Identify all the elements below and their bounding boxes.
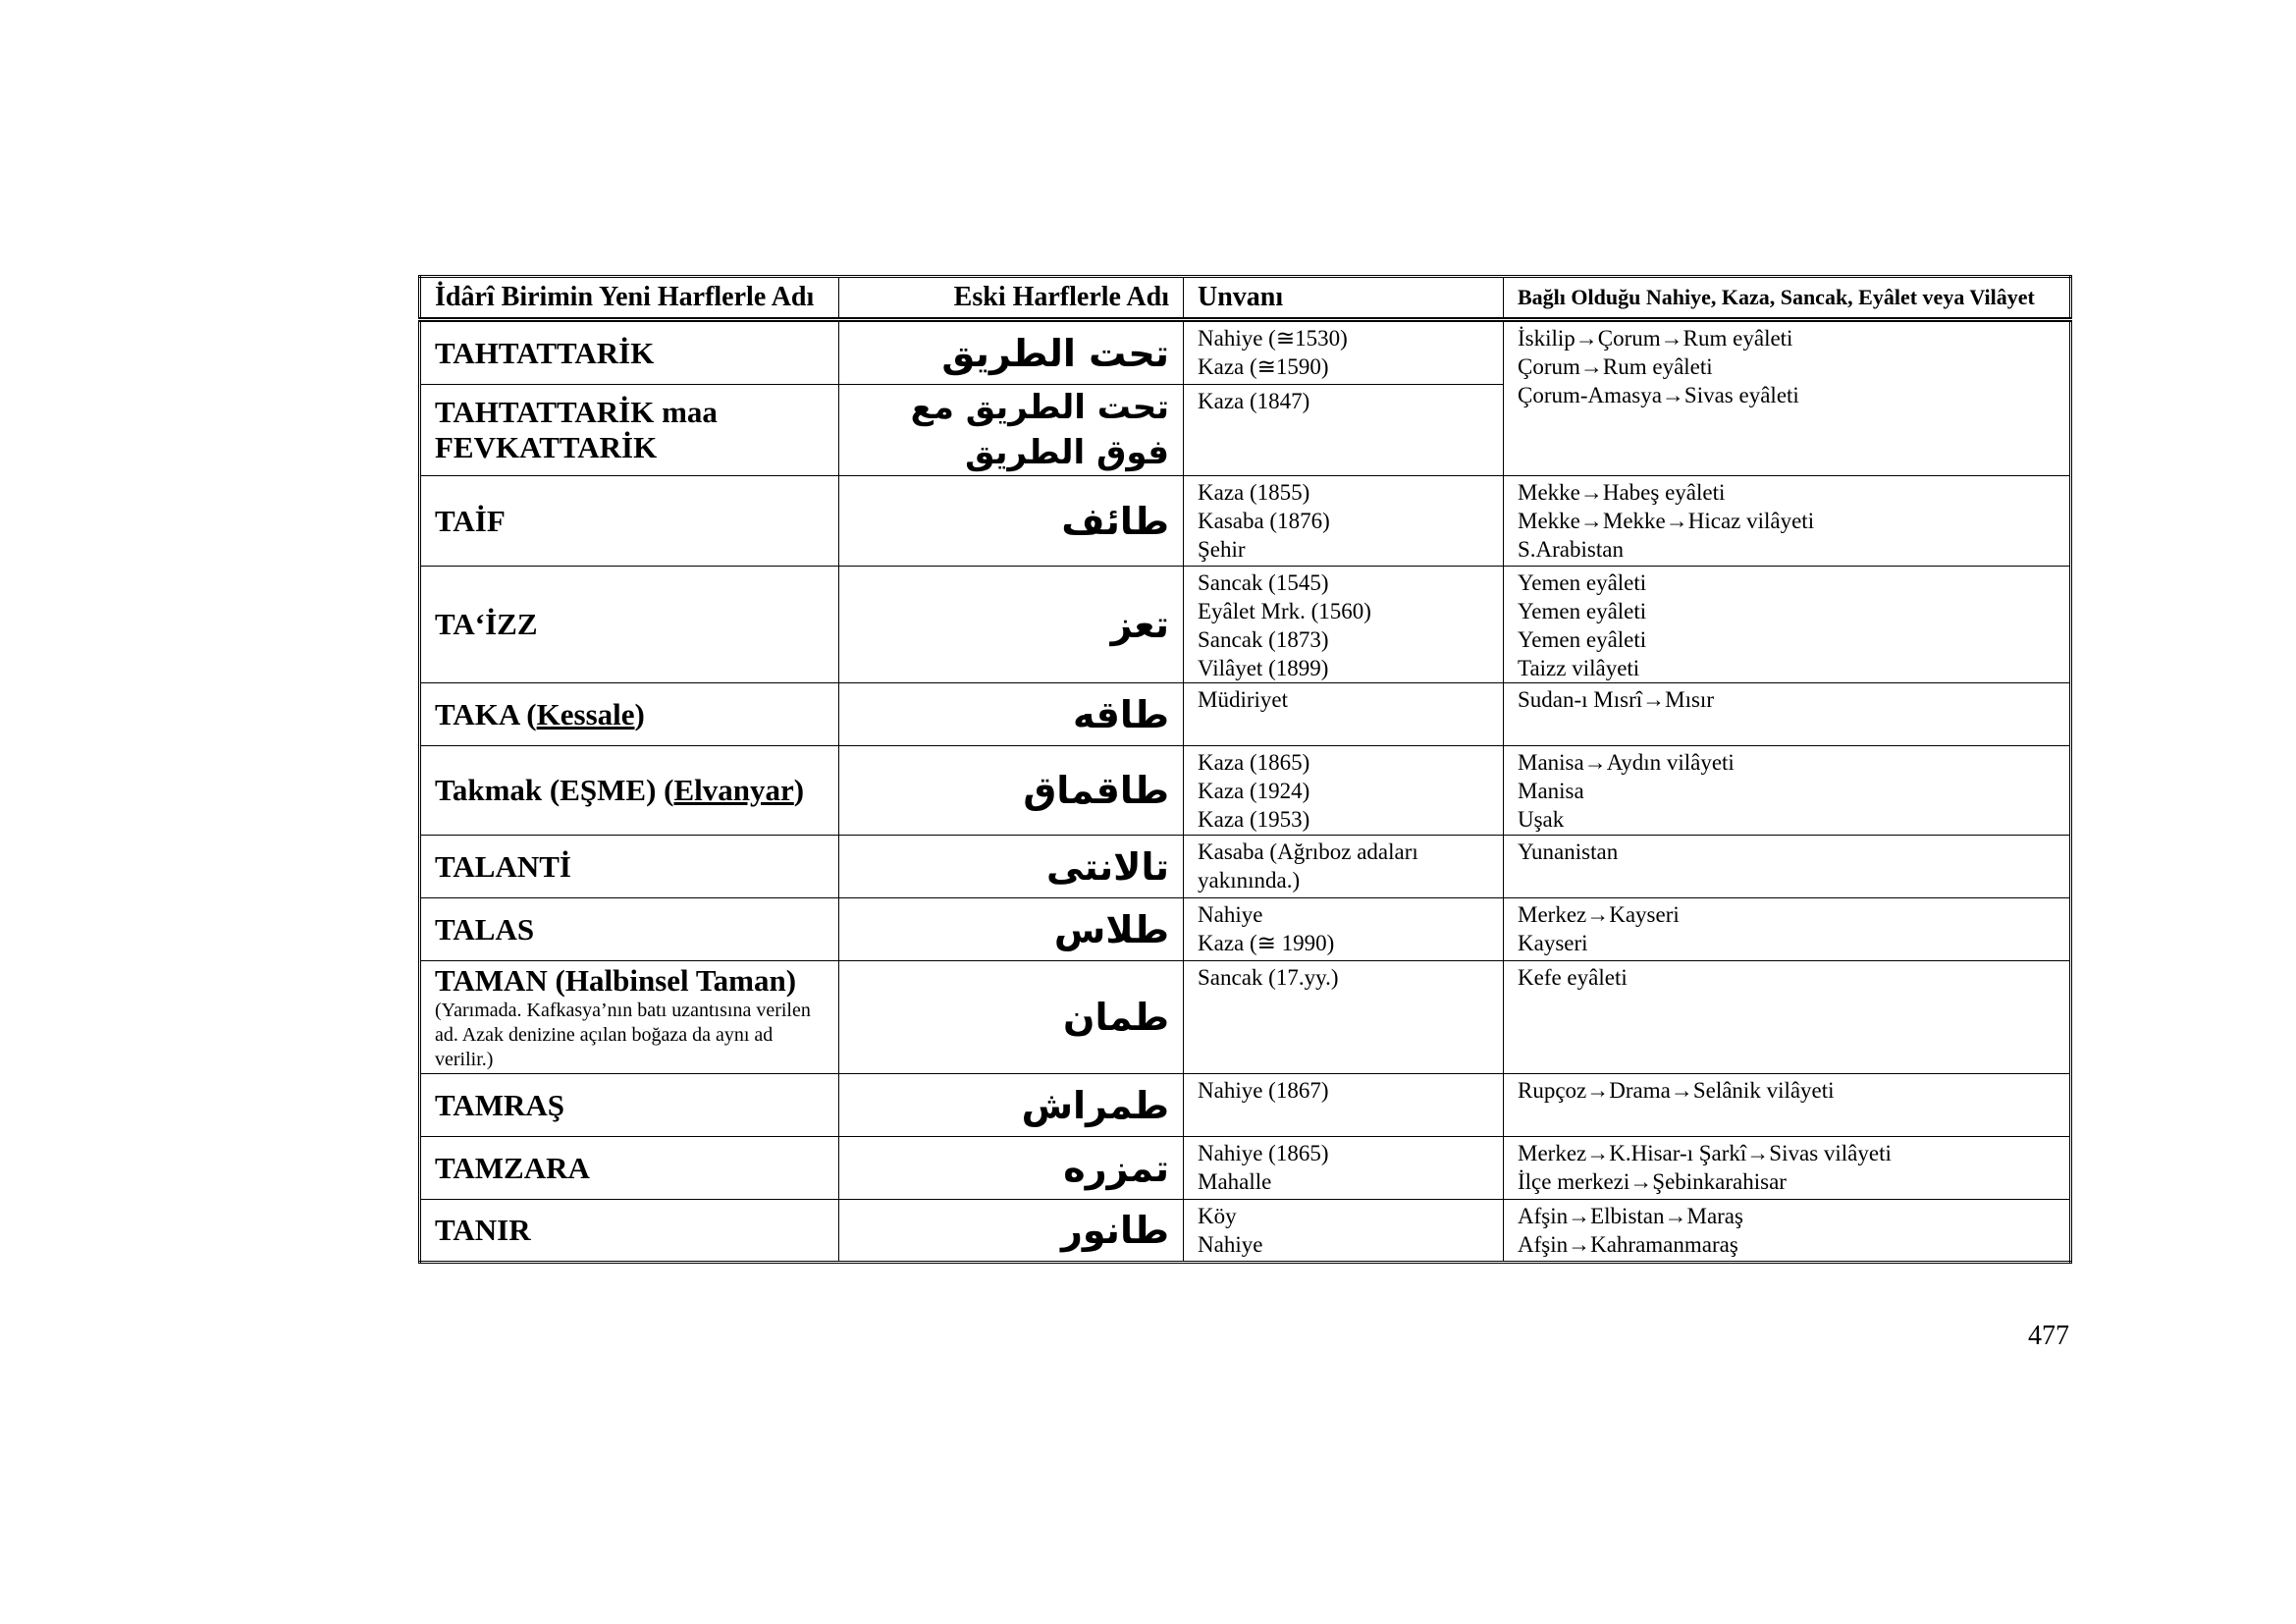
parent-line: Yemen eyâleti <box>1518 570 1647 595</box>
row-old-name: طلاس <box>839 898 1184 961</box>
row-old-name: طمراش <box>839 1074 1184 1137</box>
row-parent <box>1504 1074 2071 1137</box>
row-name: TAMZARA <box>420 1137 839 1200</box>
row-title <box>1184 476 1504 567</box>
title-line: Sancak (1545) <box>1198 570 1329 595</box>
table-row <box>420 746 2071 836</box>
row-old-name: تعز <box>839 567 1184 683</box>
row-title <box>1184 385 1504 476</box>
table-row <box>420 1137 2071 1200</box>
table-row <box>420 476 2071 567</box>
title-line: Şehir <box>1198 537 1246 562</box>
table-row <box>420 836 2071 898</box>
row-parent <box>1504 746 2071 836</box>
row-parent <box>1504 961 2071 1074</box>
row-title <box>1184 836 1504 898</box>
title-line: Mahalle <box>1198 1169 1272 1194</box>
row-title <box>1184 1074 1504 1137</box>
parent-line: Rupçoz→Drama→Selânik vilâyeti <box>1518 1078 1835 1103</box>
parent-line: Mekke→Habeş eyâleti <box>1518 480 1726 505</box>
title-line: Kaza (1953) <box>1198 807 1310 832</box>
row-name: TAHTATTARİK <box>420 320 839 385</box>
row-parent <box>1504 898 2071 961</box>
row-old-name: تحت الطريق <box>839 320 1184 385</box>
header-title: Unvanı <box>1184 277 1504 320</box>
title-line: Nahiye <box>1198 1232 1263 1257</box>
title-line: Nahiye (≅1530) <box>1198 326 1348 351</box>
page-number: 477 <box>2028 1321 2069 1351</box>
parent-line: Yunanistan <box>1518 839 1619 864</box>
title-line: Müdiriyet <box>1198 687 1288 712</box>
row-name: TAİF <box>420 476 839 567</box>
title-line: Nahiye <box>1198 902 1263 927</box>
row-old-name: طاقه <box>839 683 1184 746</box>
row-name-text: TAMAN (Halbinsel Taman) <box>435 963 797 998</box>
title-line: Vilâyet (1899) <box>1198 656 1329 680</box>
row-old-name: تمزره <box>839 1137 1184 1200</box>
parent-line: İlçe merkezi→Şebinkarahisar <box>1518 1169 1787 1194</box>
row-old-name: تالانتى <box>839 836 1184 898</box>
table-row <box>420 320 2071 385</box>
parent-line: Afşin→Elbistan→Maraş <box>1518 1204 1743 1228</box>
row-parent <box>1504 567 2071 683</box>
row-name: TAHTATTARİK maa FEVKATTARİK <box>420 385 839 476</box>
header-parent: Bağlı Olduğu Nahiye, Kaza, Sancak, Eyâlet veya Vilâyet <box>1504 277 2071 320</box>
parent-line: Kefe eyâleti <box>1518 965 1628 990</box>
row-title <box>1184 746 1504 836</box>
row-old-name: طانور <box>839 1200 1184 1263</box>
parent-line: Sudan-ı Mısrî→Mısır <box>1518 687 1714 712</box>
place-names-table <box>418 275 2072 1264</box>
row-name: Takmak (EŞME) (Elvanyar) <box>420 746 839 836</box>
row-name: TANIR <box>420 1200 839 1263</box>
row-parent <box>1504 1200 2071 1263</box>
title-line: Kasaba (1876) <box>1198 509 1330 533</box>
parent-line: Manisa <box>1518 779 1584 803</box>
row-title <box>1184 567 1504 683</box>
table-row <box>420 567 2071 683</box>
parent-line: Afşin→Kahramanmaraş <box>1518 1232 1738 1257</box>
row-title <box>1184 898 1504 961</box>
header-row <box>420 277 2071 320</box>
row-old-name: طاقماق <box>839 746 1184 836</box>
title-line: Kaza (1924) <box>1198 779 1310 803</box>
underlined-name: Kessale <box>536 696 635 731</box>
row-name: TAKA (Kessale) <box>420 683 839 746</box>
parent-line: Yemen eyâleti <box>1518 627 1647 652</box>
row-parent <box>1504 836 2071 898</box>
title-line: Kaza (≅ 1990) <box>1198 931 1335 955</box>
row-old-name: طائف <box>839 476 1184 567</box>
underlined-name: Elvanyar <box>673 773 794 807</box>
parent-line: Taizz vilâyeti <box>1518 656 1640 680</box>
row-name: TAMRAŞ <box>420 1074 839 1137</box>
title-line: Nahiye (1865) <box>1198 1141 1329 1165</box>
parent-line: Manisa→Aydın vilâyeti <box>1518 750 1735 775</box>
header-old-name: Eski Harflerle Adı <box>839 277 1184 320</box>
row-title <box>1184 320 1504 385</box>
row-title <box>1184 683 1504 746</box>
header-new-name: İdârî Birimin Yeni Harflerle Adı <box>420 277 839 320</box>
row-title <box>1184 961 1504 1074</box>
parent-line: Çorum→Rum eyâleti <box>1518 354 1713 379</box>
parent-line: Kayseri <box>1518 931 1588 955</box>
title-line: Kaza (1847) <box>1198 389 1310 413</box>
row-parent <box>1504 320 2071 476</box>
parent-line: Merkez→Kayseri <box>1518 902 1680 927</box>
title-line: yakınında.) <box>1198 868 1301 893</box>
row-title <box>1184 1200 1504 1263</box>
title-line: Nahiye (1867) <box>1198 1078 1329 1103</box>
parent-line: S.Arabistan <box>1518 537 1624 562</box>
parent-line: Uşak <box>1518 807 1565 832</box>
row-name: TALAS <box>420 898 839 961</box>
table-row <box>420 898 2071 961</box>
row-old-name: طمان <box>839 961 1184 1074</box>
title-line: Kaza (1855) <box>1198 480 1310 505</box>
table-row <box>420 1200 2071 1263</box>
row-name: TA‘İZZ <box>420 567 839 683</box>
row-old-name: تحت الطريق مع فوق الطريق <box>839 385 1184 476</box>
parent-line: Mekke→Mekke→Hicaz vilâyeti <box>1518 509 1815 533</box>
row-parent <box>1504 476 2071 567</box>
row-title <box>1184 1137 1504 1200</box>
title-line: Kaza (≅1590) <box>1198 354 1329 379</box>
parent-line: Merkez→K.Hisar-ı Şarkî→Sivas vilâyeti <box>1518 1141 1892 1165</box>
title-line: Sancak (17.yy.) <box>1198 965 1339 990</box>
parent-line: İskilip→Çorum→Rum eyâleti <box>1518 326 1793 351</box>
title-line: Kasaba (Ağrıboz adaları <box>1198 839 1418 864</box>
title-line: Kaza (1865) <box>1198 750 1310 775</box>
row-parent <box>1504 1137 2071 1200</box>
title-line: Köy <box>1198 1204 1237 1228</box>
table-row <box>420 961 2071 1074</box>
parent-line: Çorum-Amasya→Sivas eyâleti <box>1518 383 1799 407</box>
row-name <box>420 961 839 1074</box>
title-line: Eyâlet Mrk. (1560) <box>1198 599 1371 623</box>
table-row <box>420 683 2071 746</box>
title-line: Sancak (1873) <box>1198 627 1329 652</box>
parent-line: Yemen eyâleti <box>1518 599 1647 623</box>
row-parent <box>1504 683 2071 746</box>
row-name: TALANTİ <box>420 836 839 898</box>
row-note: (Yarımada. Kafkasya’nın batı uzantısına verilen ad. Azak denizine açılan boğaza da aynı ad verilir.) <box>435 1000 811 1070</box>
table-row <box>420 1074 2071 1137</box>
